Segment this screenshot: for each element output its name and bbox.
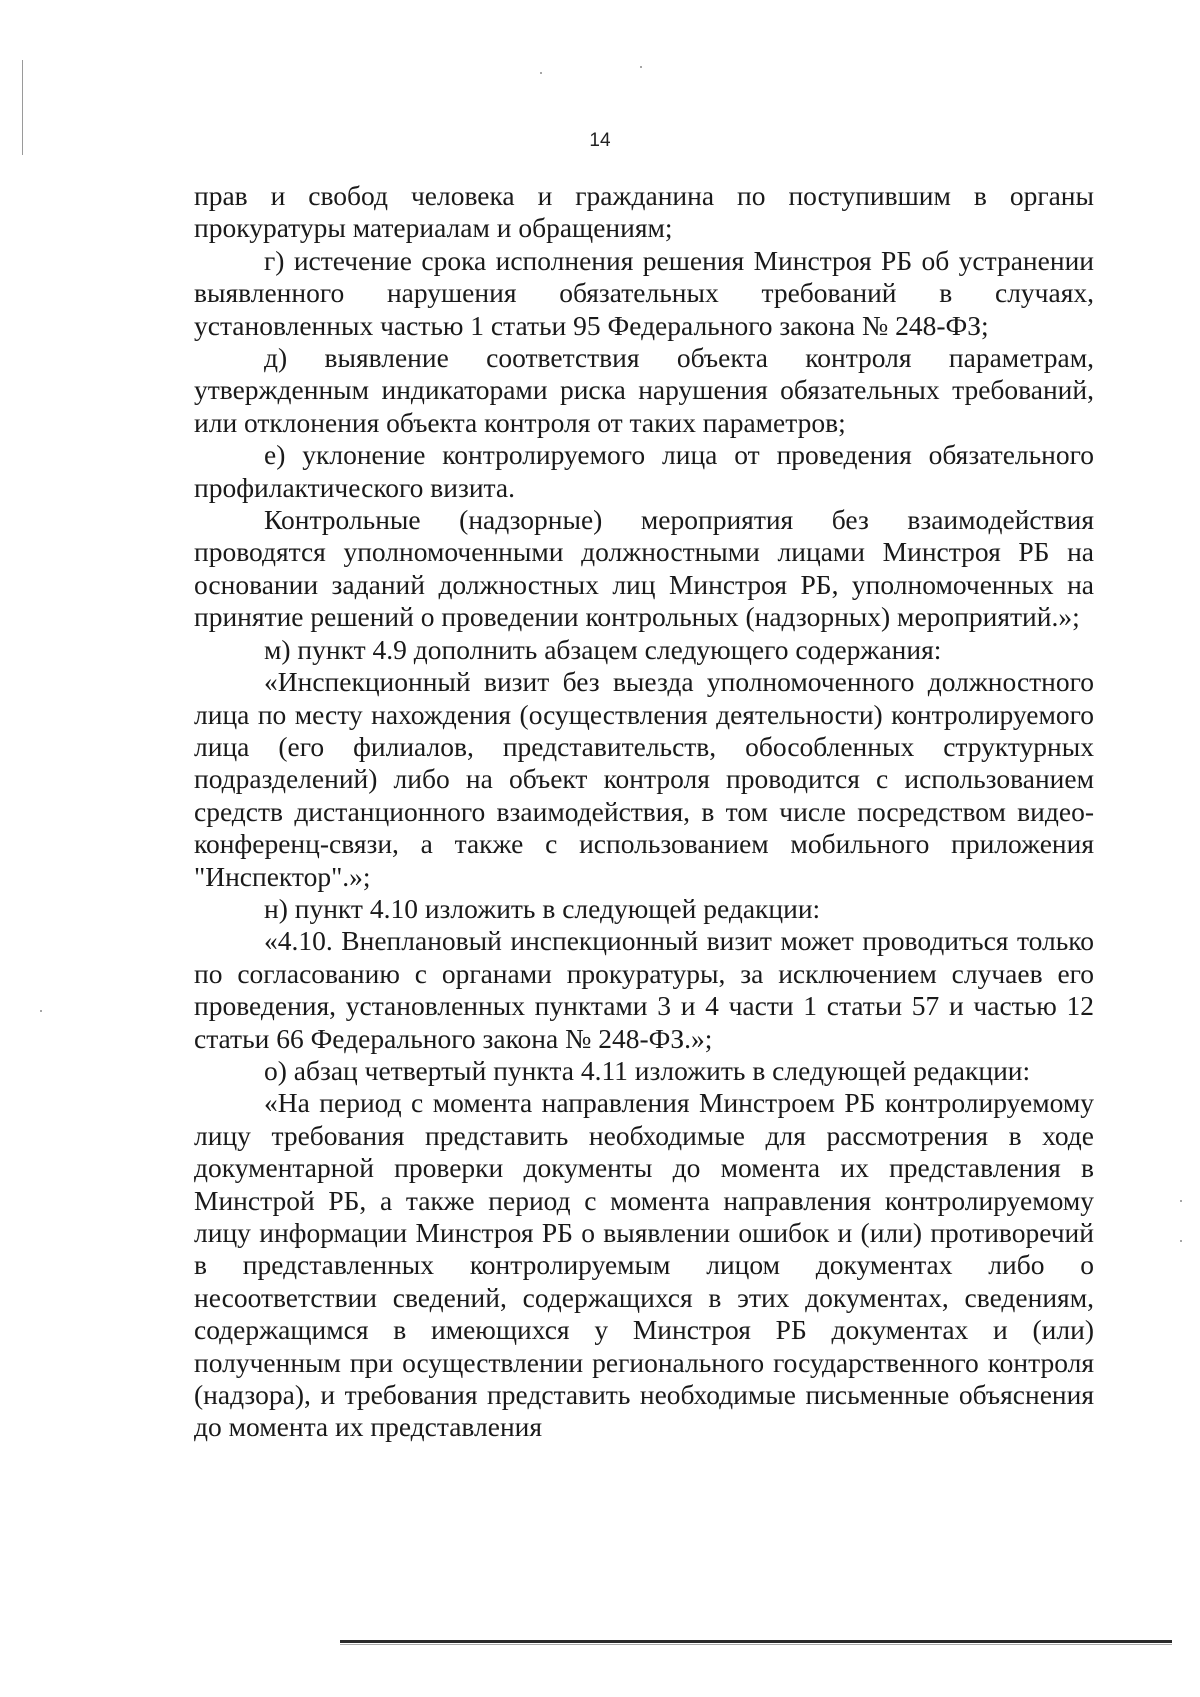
paragraph: н) пункт 4.10 изложить в следующей редакции:: [264, 892, 821, 924]
scan-bottom-edge: [340, 1640, 1172, 1643]
scan-speck: [540, 72, 542, 74]
paragraph: «На период с момента направления Минстроем РБ контролируемому лицу требования представить необходимые для рассмотрения в ходе документарной проверки документы до момента их представления в Минстрой РБ, а также период с момента направления контролируемому лицу информации Минстроя РБ о выявлении ошибок и (или) противоречий в представленных контролируемым лицом документах либо о несоответствии сведений, содержащихся в этих документах, сведениям, содержащимся в имеющихся у Минстроя РБ документах и (или) полученным при осуществлении регионального государственного контроля (надзора), и требования представить необходимые письменные объяснения до момента их представления: [194, 1087, 1094, 1443]
scan-speck: [640, 66, 642, 68]
body-text: [194, 180, 1094, 1444]
paragraph: м) пункт 4.9 дополнить абзацем следующего содержания:: [264, 633, 942, 665]
scan-speck: [1180, 1200, 1182, 1202]
scan-speck: [40, 1010, 42, 1012]
paragraph: е) уклонение контролируемого лица от проведения обязательного профилактического визита.: [194, 439, 1094, 503]
paragraph: о) абзац четвертый пункта 4.11 изложить в следующей редакции:: [264, 1054, 1031, 1086]
paragraph: «Инспекционный визит без выезда уполномоченного должностного лица по месту нахождения (осуществления деятельности) контролируемого лица (его филиалов, представительств, обособленных структурных подразделений) либо на объект контроля проводится с использованием средств дистанционного взаимодействия, в том числе посредством видео-конференц-связи, а также с использованием мобильного приложения "Инспектор".»;: [194, 666, 1094, 892]
paragraph: «4.10. Внеплановый инспекционный визит может проводиться только по согласованию с органами прокуратуры, за исключением случаев его проведения, установленных пунктами 3 и 4 части 1 статьи 57 и частью 12 статьи 66 Федерального закона № 248-ФЗ.»;: [194, 925, 1094, 1054]
paragraph: Контрольные (надзорные) мероприятия без взаимодействия проводятся уполномоченными должностными лицами Минстроя РБ на основании заданий должностных лиц Минстроя РБ, уполномоченных на принятие решений о проведении контрольных (надзорных) мероприятий.»;: [194, 504, 1094, 633]
scan-speck: [1180, 1240, 1182, 1242]
scan-bottom-edge-shadow: [340, 1644, 1172, 1645]
page-number: 14: [589, 130, 611, 151]
paragraph: д) выявление соответствия объекта контроля параметрам, утвержденным индикаторами риска нарушения обязательных требований, или отклонения объекта контроля от таких параметров;: [194, 342, 1094, 438]
paragraph: г) истечение срока исполнения решения Минстроя РБ об устранении выявленного нарушения обязательных требований в случаях, установленных частью 1 статьи 95 Федерального закона № 248-ФЗ;: [194, 244, 1094, 341]
paragraph: прав и свобод человека и гражданина по поступившим в органы прокуратуры материалам и обращениям;: [194, 180, 1094, 244]
